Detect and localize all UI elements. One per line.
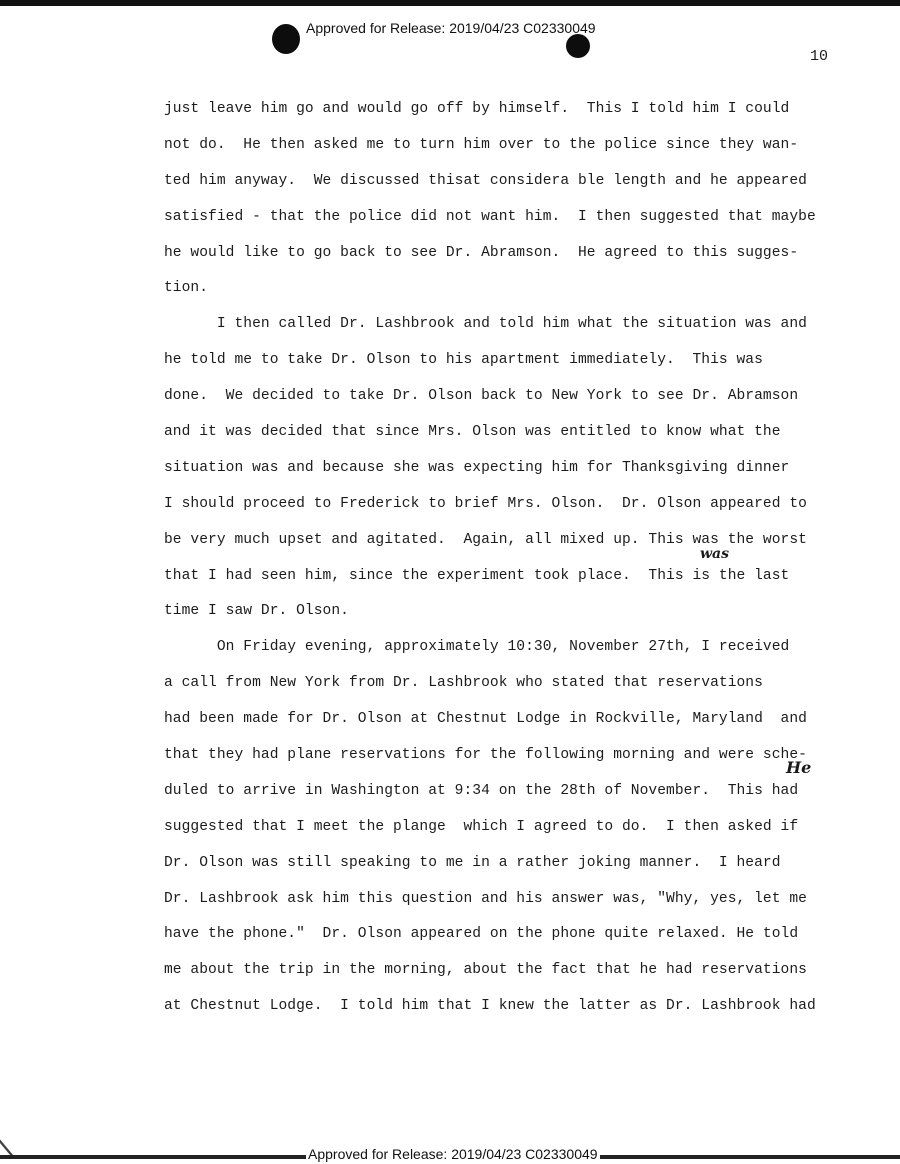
text-line: have the phone." Dr. Olson appeared on the phone quite relaxed. He told [164,926,799,943]
text-line: situation was and because she was expecting him for Thanksgiving dinner [164,459,790,476]
body-text [164,92,844,1025]
text-line: suggested that I meet the plange which I agreed to do. I then asked if [164,818,799,835]
scan-corner-mark [0,1128,56,1158]
text-line: a call from New York from Dr. Lashbrook who stated that reservations [164,675,763,692]
hole-punch-right [566,34,590,58]
release-stamp-top: Approved for Release: 2019/04/23 C02330049 [306,20,596,36]
handwritten-correction-he: He [786,758,812,777]
text-line: time I saw Dr. Olson. [164,603,349,620]
text-line: and it was decided that since Mrs. Olson was entitled to know what the [164,424,781,441]
text-line: duled to arrive in Washington at 9:34 on the 28th of November. This had [164,782,799,799]
text-line: done. We decided to take Dr. Olson back to New York to see Dr. Abramson [164,388,799,405]
text-line: I should proceed to Frederick to brief Mrs. Olson. Dr. Olson appeared to [164,495,807,512]
text-line: I then called Dr. Lashbrook and told him what the situation was and [164,316,807,333]
page-number: 10 [810,48,829,65]
text-line: that they had plane reservations for the following morning and were sche- [164,747,807,764]
text-line: On Friday evening, approximately 10:30, November 27th, I received [164,639,790,656]
text-line: at Chestnut Lodge. I told him that I knew the latter as Dr. Lashbrook had [164,998,816,1015]
text-line: just leave him go and would go off by himself. This I told him I could [164,101,790,117]
text-line: Dr. Olson was still speaking to me in a rather joking manner. I heard [164,854,781,871]
text-line: be very much upset and agitated. Again, all mixed up. This was the worst [164,531,807,548]
release-stamp-bottom: Approved for Release: 2019/04/23 C02330049 [308,1146,598,1162]
text-line: that I had seen him, since the experiment took place. This is the last [164,567,790,584]
text-line: he told me to take Dr. Olson to his apartment immediately. This was [164,352,763,369]
top-border [0,0,900,6]
text-line: had been made for Dr. Olson at Chestnut Lodge in Rockville, Maryland and [164,711,807,728]
text-line: ted him anyway. We discussed thisat considera ble length and he appeared [164,172,807,189]
text-line: me about the trip in the morning, about the fact that he had reservations [164,962,807,979]
text-line: satisfied - that the police did not want him. I then suggested that maybe [164,208,816,225]
text-line: he would like to go back to see Dr. Abramson. He agreed to this sugges- [164,244,799,261]
hole-punch-left [272,24,300,54]
text-line: tion. [164,280,209,297]
text-line: not do. He then asked me to turn him over to the police since they wan- [164,136,799,153]
handwritten-correction-was: was [700,546,730,562]
text-line: Dr. Lashbrook ask him this question and his answer was, "Why, yes, let me [164,890,807,907]
